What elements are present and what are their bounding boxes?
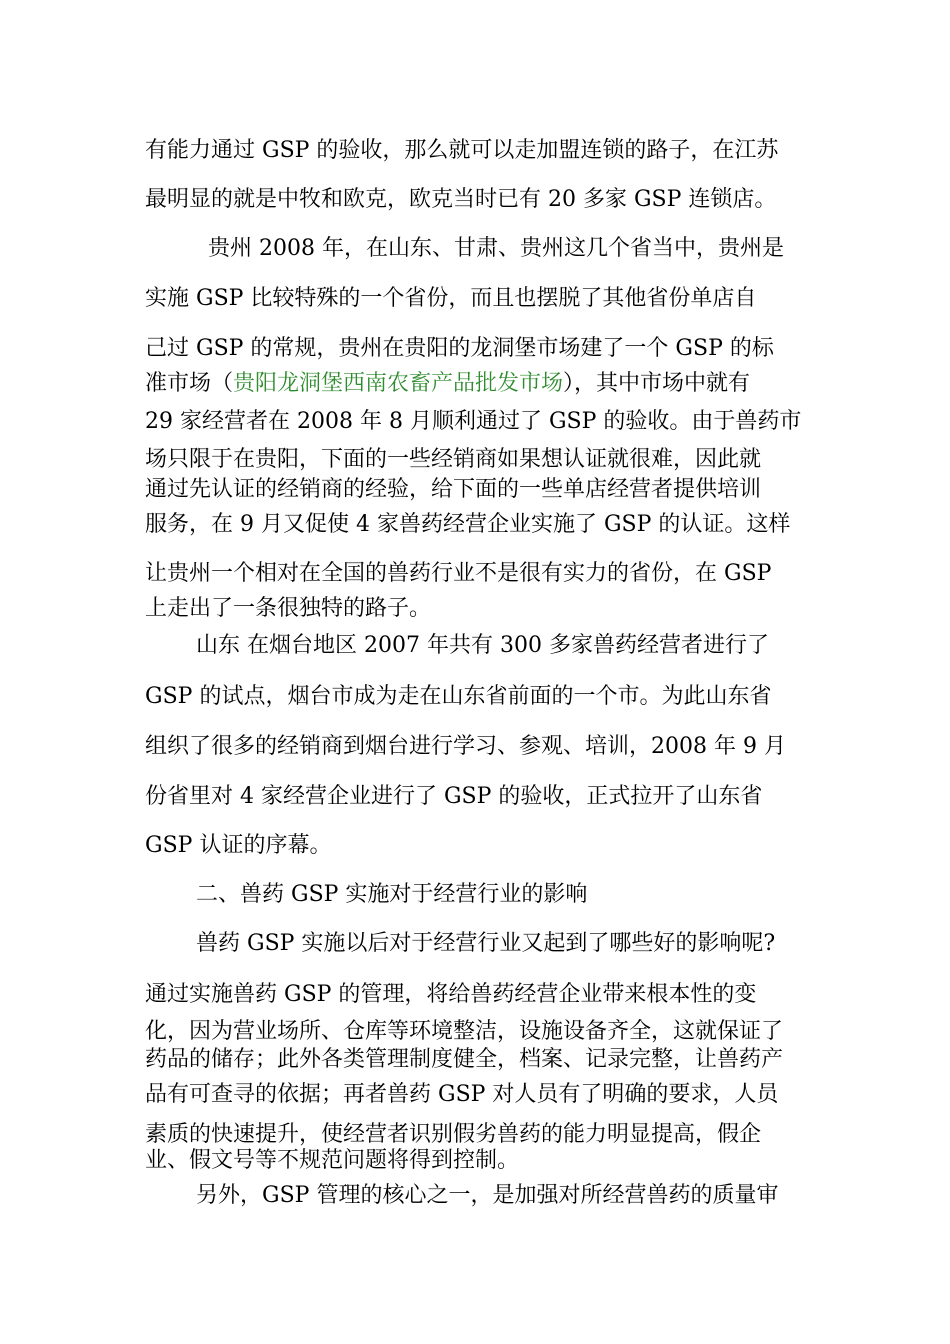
text-line: 己过 GSP 的常规，贵州在贵阳的龙洞堡市场建了一个 GSP 的标: [145, 336, 774, 361]
text-line: 实施 GSP 比较特殊的一个省份，而且也摆脱了其他省份单店自: [145, 286, 757, 311]
text-line: 化，因为营业场所、仓库等环境整洁，设施设备齐全，这就保证了: [145, 1019, 784, 1044]
text-line: 药品的储存；此外各类管理制度健全，档案、记录完整，让兽药产: [145, 1047, 784, 1072]
text-line: 素质的快速提升，使经营者识别假劣兽药的能力明显提高，假企: [145, 1122, 762, 1147]
text-line: 份省里对 4 家经营企业进行了 GSP 的验收，正式拉开了山东省: [145, 784, 763, 809]
paragraph-start-guizhou: 贵州 2008 年，在山东、甘肃、贵州这几个省当中，贵州是: [208, 236, 784, 261]
text-line: 最明显的就是中牧和欧克，欧克当时已有 20 多家 GSP 连锁店。: [145, 187, 777, 212]
text-line: GSP 的试点，烟台市成为走在山东省前面的一个市。为此山东省: [145, 684, 772, 709]
text-line: 组织了很多的经销商到烟台进行学习、参观、培训，2008 年 9 月: [145, 734, 786, 759]
text-line: GSP 认证的序幕。: [145, 833, 332, 858]
text-line: 场只限于在贵阳，下面的一些经销商如果想认证就很难，因此就: [145, 447, 762, 472]
text-line: [145, 369, 810, 399]
text-line: 服务，在 9 月又促使 4 家兽药经营企业实施了 GSP 的认证。这样: [145, 512, 791, 537]
text-fragment: 准市场（: [145, 371, 234, 396]
text-line: 有能力通过 GSP 的验收，那么就可以走加盟连锁的路子，在江苏: [145, 138, 779, 163]
section-heading: 二、兽药 GSP 实施对于经营行业的影响: [196, 882, 588, 907]
text-line: 让贵州一个相对在全国的兽药行业不是很有实力的省份，在 GSP: [145, 561, 772, 586]
text-line: 品有可查寻的依据；再者兽药 GSP 对人员有了明确的要求，人员: [145, 1082, 779, 1107]
market-name-link[interactable]: 贵阳龙洞堡西南农畜产品批发市场: [233, 371, 564, 396]
paragraph-start-impact: 兽药 GSP 实施以后对于经营行业又起到了哪些好的影响呢?: [196, 931, 776, 956]
text-line: 上走出了一条很独特的路子。: [145, 596, 432, 621]
text-line: 29 家经营者在 2008 年 8 月顺利通过了 GSP 的验收。由于兽药市: [145, 409, 802, 434]
paragraph-start-core: 另外，GSP 管理的核心之一，是加强对所经营兽药的质量审: [196, 1183, 779, 1208]
text-fragment: ），其中市场中就有: [563, 371, 751, 396]
text-line: 业、假文号等不规范问题将得到控制。: [145, 1148, 520, 1173]
text-line: 通过实施兽药 GSP 的管理，将给兽药经营企业带来根本性的变: [145, 982, 757, 1007]
paragraph-start-shandong: 山东 在烟台地区 2007 年共有 300 多家兽药经营者进行了: [196, 633, 769, 658]
text-line: 通过先认证的经销商的经验，给下面的一些单店经营者提供培训: [145, 477, 762, 502]
